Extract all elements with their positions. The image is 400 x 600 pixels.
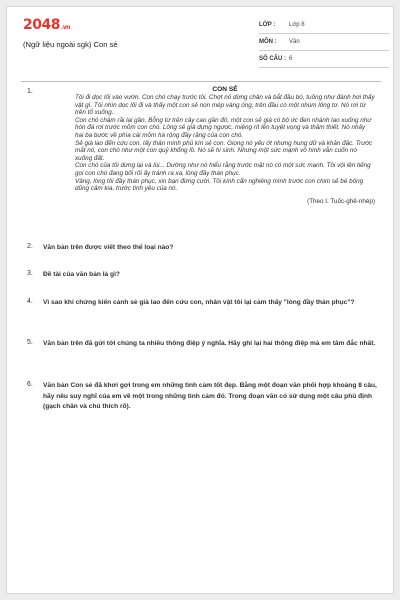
passage-paragraph: Con chó chậm rãi lại gần. Bỗng từ trên cây cao gần đó, một con sẻ già có bộ ức đen nhánh lao xuống như hòn đá rơi trước mõm con chó. Lông sẻ già dựng ngược, miệng rít lên tuyệt vọng và thảm thiết. Nó nhảy hai ba bước về phía cái mõm há rộng đầy răng của con chó. bbox=[75, 116, 372, 140]
question-number: 5. bbox=[27, 339, 33, 346]
question-number: 3. bbox=[27, 270, 33, 277]
meta-value: 6 bbox=[289, 56, 293, 62]
question-number: 2. bbox=[27, 243, 33, 250]
meta-value: Lớp 8 bbox=[289, 22, 305, 28]
question-text: Đề tài của văn bản là gì? bbox=[43, 271, 120, 278]
reading-passage bbox=[75, 86, 375, 205]
question-number: 6. bbox=[27, 381, 33, 388]
question-number: 1. bbox=[27, 88, 33, 95]
meta-value: Văn bbox=[289, 39, 300, 45]
meta-label: MÔN : bbox=[259, 39, 277, 45]
worksheet-header bbox=[7, 7, 393, 77]
question-text: Văn bản Con sẻ đã khơi gợi trong em những tình cảm tốt đẹp. Bằng một đoạn văn phối hợp khoảng 8 câu, hãy nêu suy nghĩ của em về một trong những tình cảm đó. Trong đoạn văn có sử dụng một câu phủ định (gạch chân và chú thích rõ). bbox=[43, 382, 377, 411]
meta-row-class bbox=[259, 17, 389, 34]
passage-paragraph: Tôi đi dọc lối vào vườn. Con chó chạy trước tôi. Chợt nó dừng chân và bắt đầu bò, tuồng như đánh hơi thấy vật gì. Tôi nhìn dọc lối đi và thấy một con sẻ non mép vàng óng, trên đầu có một nhúm lông tơ. Nó rơi từ trên tổ xuống. bbox=[75, 94, 375, 117]
worksheet-page bbox=[6, 6, 394, 594]
header-divider bbox=[21, 81, 381, 82]
document-title: (Ngữ liệu ngoài sgk) Con sẻ bbox=[23, 40, 118, 49]
meta-label: SỐ CÂU : bbox=[259, 56, 286, 62]
question-text: Văn bản trên được viết theo thể loại nào? bbox=[43, 244, 174, 251]
passage-source: (Theo I. Tuốc-ghê-nhép) bbox=[307, 197, 375, 205]
passage-paragraph: Sẻ già lao đến cứu con, lấy thân mình phủ kín sẻ con. Giọng nó yếu ớt nhưng hung dữ và khản đặc. Trước mắt nó, con chó như một con quỷ khổng lồ. Nó sẽ hi sinh. Nhưng một sức mạnh vô hình vẫn cuốn nó xuống đất. bbox=[75, 139, 373, 162]
passage-title: CON SẺ bbox=[212, 86, 238, 93]
passage-paragraph: Vâng, lòng tôi đầy thán phục, xin bạn đừng cười. Tôi kính cẩn nghiêng mình trước con chim sẻ bé bỏng dũng cảm kia, trước tình yêu của nó. bbox=[75, 177, 364, 193]
logo-suffix: .vn bbox=[60, 24, 70, 31]
passage-paragraph: Con chó của tôi dừng lại và lùi... Dường như nó hiểu rằng trước mặt nó có một sức mạnh. Tôi vội lên tiếng gọi con chó đang bối rối ấy tránh ra xa, lòng đầy thán phục. bbox=[75, 162, 371, 178]
meta-table bbox=[259, 17, 389, 68]
question-text: Văn bản trên đã gửi tới chúng ta nhiều thông điệp ý nghĩa. Hãy ghi lại hai thông điệp mà em tâm đắc nhất. bbox=[43, 340, 376, 347]
meta-label: LỚP : bbox=[259, 22, 276, 28]
site-logo[interactable]: 2048.vn bbox=[23, 17, 70, 33]
meta-row-question-count bbox=[259, 51, 389, 68]
question-text: Vì sao khi chứng kiến cảnh sẻ già lao đến cứu con, nhân vật tôi lại cảm thấy "lòng đầy thán phục"? bbox=[43, 299, 355, 306]
meta-row-subject bbox=[259, 34, 389, 51]
question-number: 4. bbox=[27, 298, 33, 305]
